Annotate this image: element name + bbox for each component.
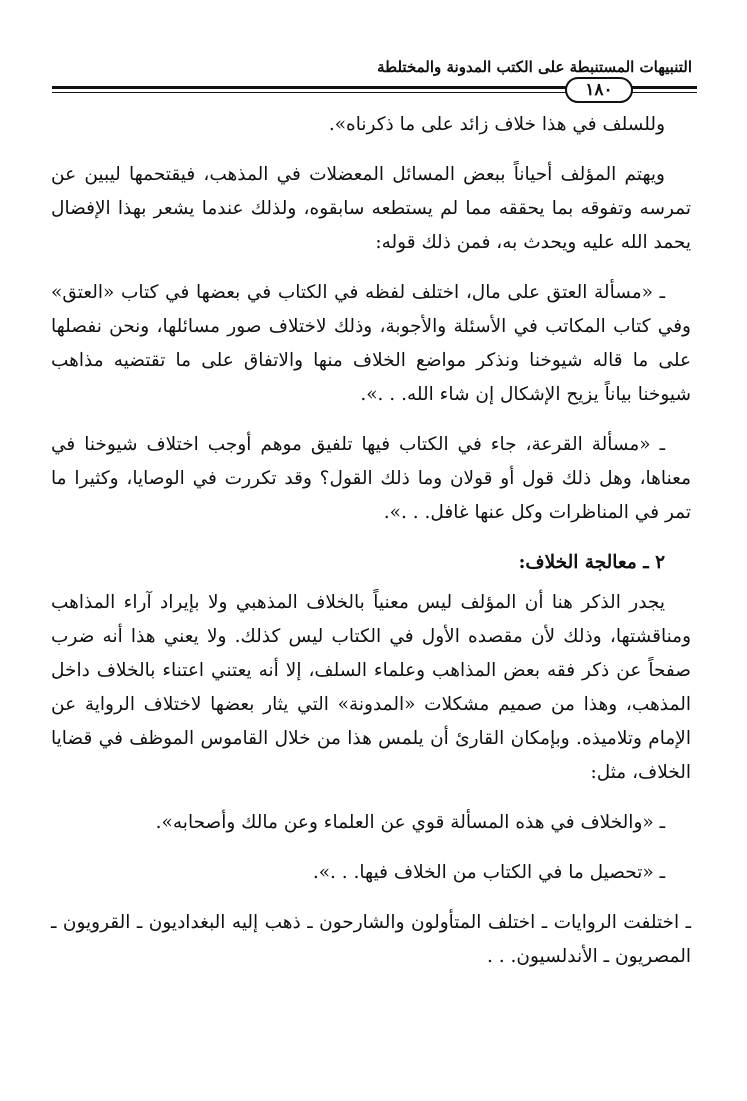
example-2: ـ «تحصيل ما في الكتاب من الخلاف فيها. . .». [312, 862, 665, 883]
example-3: ـ اختلفت الروايات ـ اختلف المتأولون والشارحون ـ ذهب إليه البغداديون ـ القرويون ـ المصريون ـ الأندلسيون. . . [51, 912, 691, 967]
quote-qurah: ـ «مسألة القرعة، جاء في الكتاب فيها تلفيق موهم أوجب اختلاف شيوخنا في معناها، وهل ذلك قول أو قولان وما ذلك القول؟ وقد تكررت في الوصايا، وكثيرا ما تمر في المناظرات وكل عنها غافل. . .». [51, 434, 691, 523]
example-1: ـ «والخلاف في هذه المسألة قوي عن العلماء وعن مالك وأصحابه». [155, 812, 665, 833]
running-header-title: التنبيهات المستنبطة على الكتب المدونة والمختلطة [377, 58, 692, 76]
paragraph-1: وللسلف في هذا خلاف زائد على ما ذكرناه». [328, 114, 665, 135]
body-text [51, 108, 691, 990]
paragraph-2: ويهتم المؤلف أحياناً ببعض المسائل المعضلات في المذهب، فيقتحمها ليبين عن تمرسه وتفوقه بما يحققه مما لم يستطعه سابقوه، ولذلك عندما يشعر بهذا الإفضال يحمد الله عليه ويحدث به، فمن ذلك قوله: [51, 164, 691, 253]
paragraph-khilaf: يجدر الذكر هنا أن المؤلف ليس معنياً بالخلاف المذهبي ولا بإيراد آراء المذاهب ومناقشتها، وذلك لأن مقصده الأول في الكتاب ليس كذلك. ولا يعني هذا أنه ضرب صفحاً عن ذكر فقه بعض المذاهب وعلماء السلف، إلا أنه يعتني اعتناء بالخلاف داخل المذهب، وهذا من صميم مشكلات «المدونة» التي يثار بعضها لاختلاف الرواية عن الإمام وتلاميذه. وبإمكان القارئ أن يلمس هذا من خلال القاموس الموظف في قضايا الخلاف، مثل: [51, 592, 691, 783]
section-heading: ٢ ـ معالجة الخلاف: [518, 552, 665, 573]
quote-itq-on-property: ـ «مسألة العتق على مال، اختلف لفظه في الكتاب في بعضها في كتاب «العتق» وفي كتاب المكاتب في الأسئلة والأجوبة، وذلك لاختلاف صور مسائلها، ونحن نفصلها على ما قاله شيوخنا ونذكر مواضع الخلاف منها والاتفاق على ما تقتضيه مذاهب شيوخنا بياناً يزيح الإشكال إن شاء الله. . .». [51, 282, 691, 405]
page-number-badge: ١٨٠ [565, 77, 633, 103]
